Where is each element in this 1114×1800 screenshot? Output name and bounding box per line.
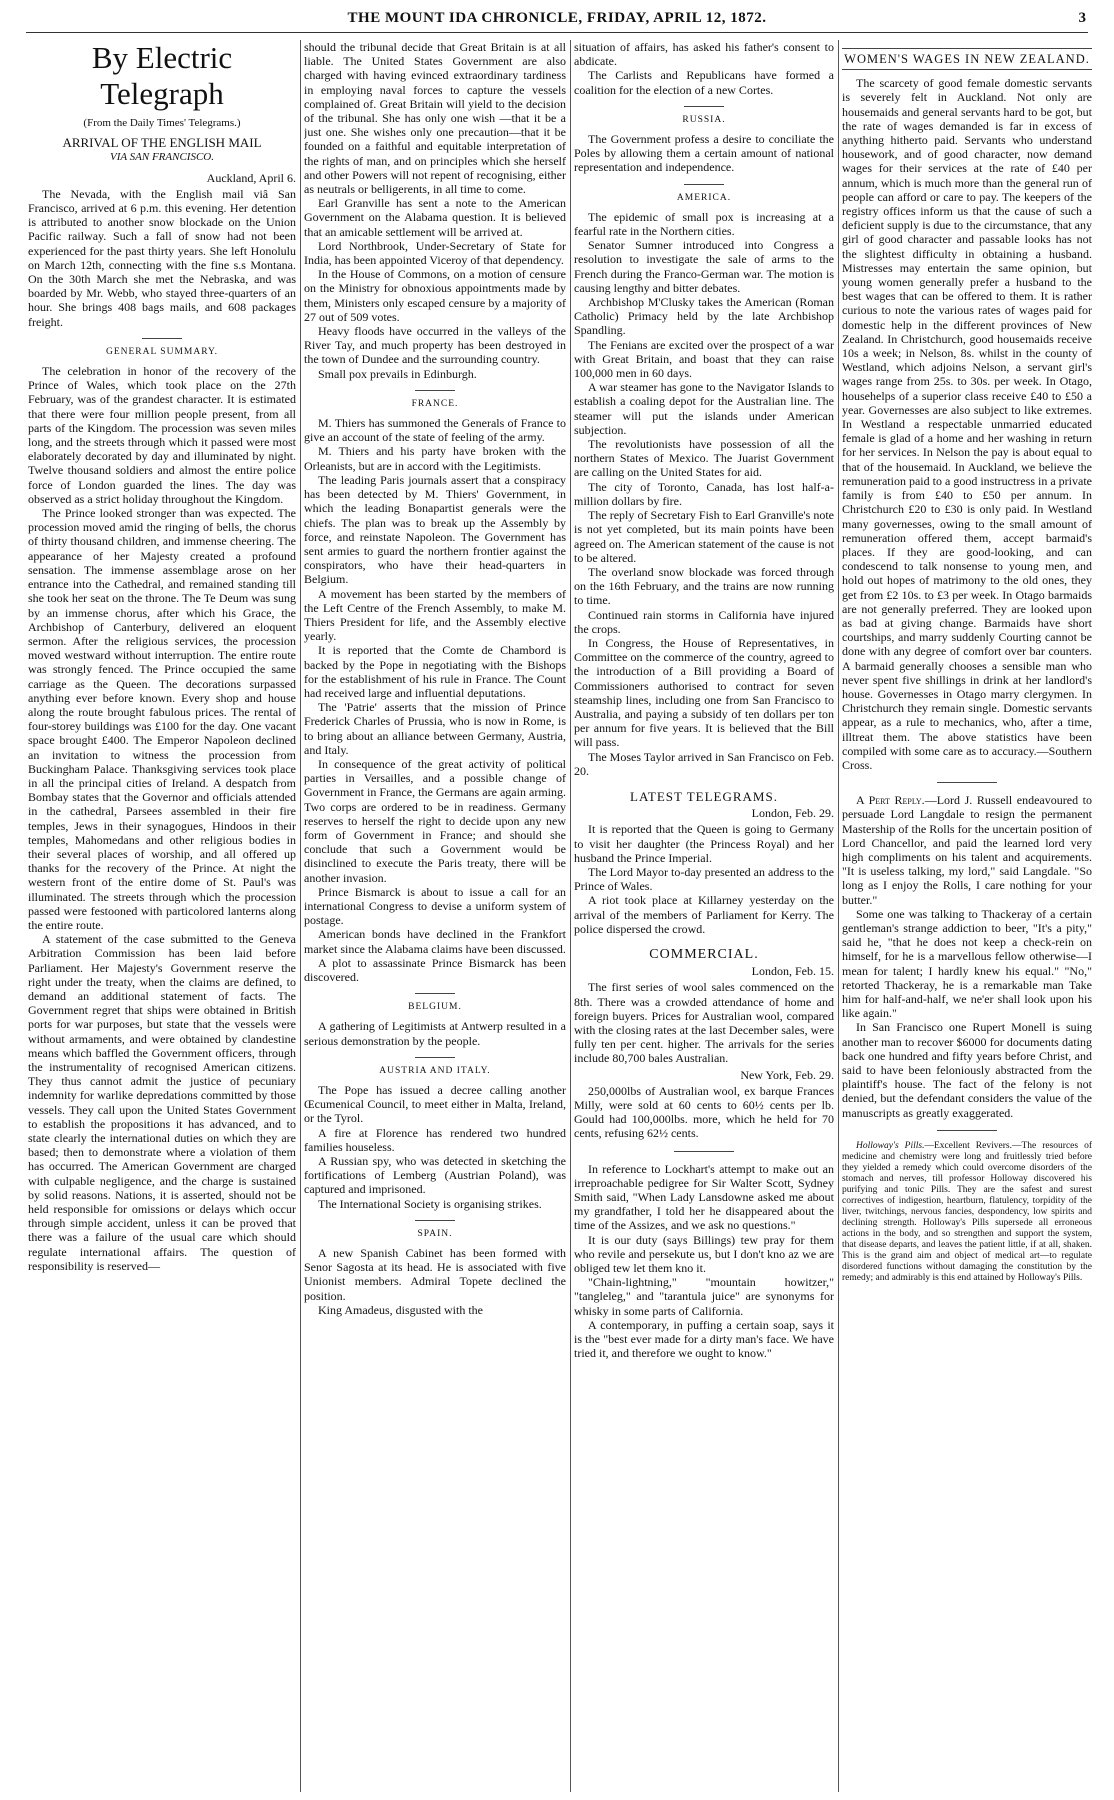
paragraph: Archbishop M'Clusky takes the American (Roman Catholic) Primacy held by the late Archbishop Spandling. [574,295,834,338]
paragraph: A statement of the case submitted to the Geneva Arbitration Commission has been laid before Parliament. Her Majesty's Government reserve the right under the treaty, when the claims are defined, to demand an additional statement of facts. The Government regret that ships were obtained in British ports for war purposes, but state that the vessels were without armaments, and were obtained by clandestine means which baffled the Government officers, through the instrumentality of recognised American citizens. They thus cannot admit the justice of pecuniary indemnity for warlike depredations committed by those vessels. They call upon the United States Government to establish the propositions it has advanced, and to state clearly the international duties on which they are based; then to demonstrate where a violation of them has occurred. The American Government are charged with culpable negligence, and the charge is sustained by solid reasons. Nations, it is asserted, should not be held responsible for omissions or delays which occur through simple accident, unless it can be proved that there was a failure of the usual care which should regulate international affairs. The question of responsibility is reserved— [28,932,296,1273]
paragraph: Heavy floods have occurred in the valleys of the River Tay, and much property has been destroyed in the town of Dundee and the surrounding country. [304,324,566,367]
dateline: New York, Feb. 29. [740,1067,834,1082]
paragraph: In reference to Lockhart's attempt to make out an irreproachable pedigree for Sir Walter Scott, Sydney Smith said, "When Lady Lansdowne asked me about my grandfather, I told her he disappeared about the time of the Assizes, and we ask no questions." [574,1161,834,1233]
column-divider [300,40,301,1792]
subsection-heading-austria-italy: AUSTRIA AND ITALY. [304,1057,566,1078]
masthead [0,0,1114,34]
paragraph: The Lord Mayor to-day presented an address to the Prince of Wales. [574,864,834,894]
paragraph: In the House of Commons, on a motion of censure on the Ministry for obnoxious appointments made by them, Ministers only escaped censure by a majority of 27 out of 509 votes. [304,267,566,324]
paragraph-text: —Lord J. Russell endeavoured to persuade Lord Langdale to resign the permanent Mastership of the Rolls for the uncertain position of Lord Chancellor, and paid the learned lord very high compliments on his talent and acquirements. "It is useless talking, my lord," said Langdale. "So long as I enjoy the Rolls, I care nothing for your butter." [842,793,1092,907]
article-separator [937,782,997,783]
paragraph: 250,000lbs of Australian wool, ex barque Frances Milly, were sold at 60 cents to 60½ cents per lb. Gould had 100,000lbs. more, which he held for 70 cents, refusing 62½ cents. [574,1083,834,1141]
paragraph: Lord Northbrook, Under-Secretary of State for India, has been appointed Viceroy of that dependency. [304,238,566,268]
paragraph: The International Society is organising strikes. [318,1196,542,1211]
dateline: London, Feb. 15. [751,964,834,979]
column-1 [28,40,296,1792]
column-3 [574,40,834,1792]
paragraph: M. Thiers has summoned the Generals of France to give an account of the state of feeling of the army. [304,416,566,445]
paragraph: A plot to assassinate Prince Bismarck has been discovered. [304,955,566,984]
dateline: Auckland, April 6. [206,170,296,185]
paragraph: The Nevada, with the English mail viâ San Francisco, arrived at 6 p.m. this evening. Her detention is attributed to another snow blockade on the Union Pacific railway. Such a fall of snow had not been experienced for the past thirty years. She left Honolulu on March 12th, connecting with the fine s.s Montana. On the 30th March she met the Nebraska, and was boarded by Mr. Webb, who stayed three-quarters of an hour. She brings 408 bags mails, and 608 packages freight. [28,186,296,329]
paragraph: A fire at Florence has rendered two hundred families houseless. [304,1125,566,1154]
article-subheading-arrival: VIA SAN FRANCISCO. [110,151,214,164]
paragraph: The revolutionists have possession of all the northern States of Mexico. The Juarist Government are calling on the United States for aid. [574,437,834,480]
article-heading-womens-wages: WOMEN'S WAGES IN NEW ZEALAND. [842,48,1092,70]
paragraph: In Congress, the House of Representatives, in Committee on the commerce of the country, agreed to the introduction of a Bill providing a Board of Commissioners authorised to contract for seven steamship lines, including one from San Francisco to Australia, and paying a subsidy of ten dollars per ton per annum for five years. It is believed that the Bill will pass. [574,635,834,750]
paragraph: should the tribunal decide that Great Britain is at all liable. The United States Government are also charged with having evinced extraordinary tardiness in employing naval forces to capture the vessels complained of. Great Britain will yield to the decision of the tribunal. She has only one wish —that it be a just one. She wishes only one precaution—that it be founded on a faithful and equitable interpretation of the rights of man, and on principles which she herself and other Powers will not repent of recognising, either as neutrals or belligerents, in all time to come. [304,40,566,197]
paragraph: Small pox prevails in Edinburgh. [318,366,477,381]
article-heading-commercial: COMMERCIAL. [649,946,759,962]
paragraph: A war steamer has gone to the Navigator Islands to establish a coaling depot for the Australian line. The steamer will put the islands under American subjection. [574,380,834,437]
article-heading-latest-telegrams: LATEST TELEGRAMS. [630,788,778,804]
paragraph: The Carlists and Republicans have formed a coalition for the election of a new Cortes. [574,68,834,97]
subsection-heading-france: FRANCE. [304,390,566,411]
source-note: (From the Daily Times' Telegrams.) [83,117,241,129]
paragraph: The celebration in honor of the recovery of the Prince of Wales, which took place on the 27th February, was of the grandest character. It is estimated that there were four million people present, from all parts of the Kingdom. The procession was seven miles long, and the streets through which it passed were most elaborately decorated by day and illuminated by night. Twelve thousand soldiers and almost the entire police force of London guarded the lines. The day was observed as a strict holiday throughout the Kingdom. [28,364,296,506]
paragraph: The reply of Secretary Fish to Earl Granville's note is not yet completed, but its main points have been agreed on. The American statement of the cause is not to be altered. [574,508,834,565]
paragraph: The Fenians are excited over the prospect of a war with Great Britain, and boast that they can raise 100,000 men in 60 days. [574,337,834,381]
paragraph: The epidemic of small pox is increasing at a fearful rate in the Northern cities. [574,209,834,239]
paragraph: It is reported that the Comte de Chambord is backed by the Pope in negotiating with the Bishops for the establishment of his rule in France. The Count had received large and influential deputations. [304,643,566,700]
paragraph: Earl Granville has sent a note to the American Government on the Alabama question. It is believed that an amicable settlement will be arrived at. [304,196,566,239]
paragraph: The first series of wool sales commenced on the 8th. There was a crowded attendance of home and foreign buyers. Prices for Australian wool, compared with the closing rates at the last December sales, were fully ten per cent. higher. The arrivals for the series include 80,700 bales Australian. [574,980,834,1066]
paragraph: In San Francisco one Rupert Monell is suing another man to recover $6000 for documents dating back one hundred and fifty years before Christ, and said to have been feloniously abstracted from the plaintiff's house. The fact of the felony is not denied, but the defendant considers the value of the manuscripts as greatly exaggerated. [842,1020,1092,1120]
paragraph: A new Spanish Cabinet has been formed with Senor Sagosta at its head. He is associated with five Unionist members. Admiral Topete declined the position. [304,1246,566,1303]
page-number: 3 [1078,10,1086,26]
paragraph: In consequence of the great activity of political parties in Versailles, and a possible change of Government in France, the Germans are again arming. Two corps are ordered to be in readiness. Germany reserves to herself the right to decide upon any new form of Government in France; and should she conclude that such a Government would be disinclined to execute the Paris treaty, there will be another invasion. [304,756,566,885]
paragraph: M. Thiers and his party have broken with the Orleanists, but are in accord with the Legitimists. [304,444,566,473]
paragraph: A Russian spy, who was detected in sketching the fortifications of Lemberg (Austrian Poland), was captured and imprisoned. [304,1154,566,1197]
subsection-heading-spain: SPAIN. [304,1220,566,1241]
paragraph: King Amadeus, disgusted with the [318,1302,483,1317]
column-divider [838,40,839,1792]
paragraph: The Pope has issued a decree calling another Œcumenical Council, to meet either in Malta, Ireland, or the Tyrol. [304,1083,566,1126]
paragraph: The overland snow blockade was forced through on the 16th February, and the trains are now running to time. [574,564,834,608]
paragraph: It is our duty (says Billings) tew pray for them who revile and persekute us, but I don't kno az we are obliged tew let them kno it. [574,1232,834,1276]
paragraph: The 'Patrie' asserts that the mission of Prince Frederick Charles of Prussia, who is now in Rome, is to bring about an alliance between Germany, Austria, and Italy. [304,700,566,757]
paragraph-pert-reply [842,793,1092,907]
paragraph: It is reported that the Queen is going to Germany to visit her daughter (the Princess Royal) and her husband the Prince Imperial. [574,822,834,865]
section-heading-telegraph: By Electric Telegraph [91,40,233,111]
newspaper-title: THE MOUNT IDA CHRONICLE, FRIDAY, APRIL 12, 1872. [347,10,767,26]
subsection-heading-america: AMERICA. [574,184,834,205]
advertisement-text: —Excellent Revivers.—The resources of medicine and chemistry were long and fruitlessly tried before they yielded a remedy which could overcome disorders of the stomach and nerves, till professor Holloway discovered his purifying and tonic Pills. They are the safest and surest correctives of indigestion, heartburn, flatulency, torpidity of the liver, twitchings, nervous fancies, despondency, low spirits and declining strength. Holloway's Pills supersede all erroneous actions in the body, and so strengthen and support the system, that disease departs, and leaves the patient little, if at all, shaken. This is the grand aim and object of medical art—to regulate disordered functions without damaging the constitution by the remedy; and admirably is this end attained by Holloway's Pills. [842,1140,1092,1283]
column-4 [842,40,1092,1792]
paragraph: Senator Sumner introduced into Congress a resolution to investigate the sale of arms to the French during the Franco-German war. The motion is causing lengthy and bitter debates. [574,238,834,295]
paragraph: The Prince looked stronger than was expected. The procession moved amid the ringing of bells, the chorus of thirty thousand children, and immense cheering. The appearance of her Majesty created a profound sensation. The immense assemblage arose on her entrance into the Cathedral, and remained standing till she took her seat on the throne. The Te Deum was sung by an immense chorus, after which his Grace, the Archbishop of Canterbury, delivered an eloquent sermon. After the religious services, the procession moved westward without interruption. The entire route was strongly fenced. The Prince occupied the same carriage as the Queen. The decorations surpassed anything ever before known. Every shop and house along the route brought fabulous prices. The rental of four-storey buildings was £100 for the day. One vacant space brought £400. The Emperor Napoleon declined an invitation to witness the procession from Buckingham Palace. Thanksgiving services took place in all the principal cities of Ireland. A despatch from Bombay states that the Governor and officials attended in the cathedral, Parsees assembled in their fire temples, Jews in their synagogues, Hindoos in their temples, Mahomedans and other religious bodies in their several places of worship, and all offered up thanks for the recovery of the Prince. At night the western front of the entire dome of St. Paul's was illuminated. The streets through which the procession passed were festooned with particolored lanterns along the entire route. [28,506,296,932]
paragraph: The Moses Taylor arrived in San Francisco on Feb. 20. [574,749,834,778]
paragraph: A gathering of Legitimists at Antwerp resulted in a serious demonstration by the people. [304,1019,566,1048]
run-in-heading: A Pert Reply. [856,793,925,808]
column-divider [570,40,571,1792]
paragraph: The Government profess a desire to conciliate the Poles by allowing them a certain amount of national representation and independence. [574,132,834,175]
advertisement-runin: Holloway's Pills. [856,1140,925,1151]
subsection-heading-summary: GENERAL SUMMARY. [28,338,296,359]
paragraph: The scarcety of good female domestic servants is severely felt in Auckland. Not only are housemaids and general servants hard to be got, but the rate of wages demanded is far in excess of anything hitherto paid. Servants who understand housework, and of good character, now demand wages for their services at the rate of £40 per annum, which is much more than the general run of people can afford or care to pay. The keepers of the registry offices inform us that the cause of such a deficient supply is due to the circumstance, that any girl of good character and passable looks has not the slightest difficulty in obtaining a husband. Mistresses may entertain the same opinion, but young women generally prefer a husband to the best wages that can be offered to them. It is rather curious to note the various rates of wages paid for domestic help in the different provinces of New Zealand. In Christchurch, good housemaids receive 10s a week; in Nelson, 8s. whilst in the county of Westland, which adjoins Nelson, a servant girl's wages range from 25s. to 30s. per week. In Otago, househelps of a superior class receive £40 to £50 a year. Governesses are also subject to like extremes. In Westland a respectable unmarried educated female is glad of a home and her washing in return for her services. In Nelson the pay is about equal to that of the housemaid. In Auckland, we believe the remuneration paid to a good instructress in a private family is from £40 to £50 per annum. In Christchurch £20 to £30 is only paid. In Westland many governesses, owing to the small amount of remuneration offered them, accept barmaid's places. If they are good-looking, and can condescend to talk nonsense to young men, and hold out hopes of matrimony to the old ones, they get from £2 10s. to £3 per week. In Otago barmaids are not generally preferred. They are looked upon as bad at giving change. Barmaids have short courtships, and marry suddenly Courting cannot be done with any degree of comfort over bar counters. A barmaid generally chooses a sensible man who never spent five shillings in drink at her landlord's house. Governesses in Otago marry clergymen. In Christchurch they remain single. Domestic servants appear, as a rule to mechanics, who, after a time, illtreat them. The above statistics have been compiled with some care as to accuracy.—Southern Cross. [842,76,1092,772]
article-separator [674,1151,734,1152]
paragraph: The leading Paris journals assert that a conspiracy has been detected by M. Thiers' Government, in which the leading Bonapartist generals were the chiefs. The plan was to break up the Assembly by force, and reinstate Napoleon. The Government has sent armies to guard the northern frontier against the conspirators, who have their head-quarters in Belgium. [304,472,566,587]
subsection-heading-belgium: BELGIUM. [304,993,566,1014]
paragraph: A riot took place at Killarney yesterday on the arrival of the members of Parliament for Kerry. The police dispersed the crowd. [574,893,834,936]
paragraph: The city of Toronto, Canada, has lost half-a-million dollars by fire. [574,479,834,508]
advertisement-holloway [842,1141,1092,1284]
dateline: London, Feb. 29. [751,806,834,821]
article-separator [937,1130,997,1131]
paragraph: American bonds have declined in the Frankfort market since the Alabama claims have been discussed. [304,927,566,956]
masthead-rule [26,32,1088,33]
paragraph: A contemporary, in puffing a certain soap, says it is the "best ever made for a dirty man's face. We have tried it, and therefore we ought to know." [574,1317,834,1361]
paragraph: situation of affairs, has asked his father's consent to abdicate. [574,40,834,69]
paragraph: Some one was talking to Thackeray of a certain gentleman's strange addiction to beer, "It's a pity," said he, "that he does not keep a check-rein on himself, for he is a marvellous fellow otherwise—I mean for talent; I hardly knew his equal." "No," retorted Thackeray, he is a remarkable man Take him for half-and-half, we ne'er shall look upon his like again." [842,906,1092,1021]
article-heading-arrival: ARRIVAL OF THE ENGLISH MAIL [62,135,262,151]
paragraph: "Chain-lightning," "mountain howitzer," "tangleleg," and "tarantula juice" are synonyms for whisky in some parts of California. [574,1275,834,1318]
subsection-heading-russia: RUSSIA. [574,106,834,127]
paragraph: Continued rain storms in California have injured the crops. [574,607,834,636]
column-2 [304,40,566,1792]
paragraph: A movement has been started by the members of the Left Centre of the French Assembly, to make M. Thiers President for life, and the Assembly elective yearly. [304,586,566,644]
paragraph: Prince Bismarck is about to issue a call for an international Congress to devise a uniform system of postage. [304,884,566,928]
